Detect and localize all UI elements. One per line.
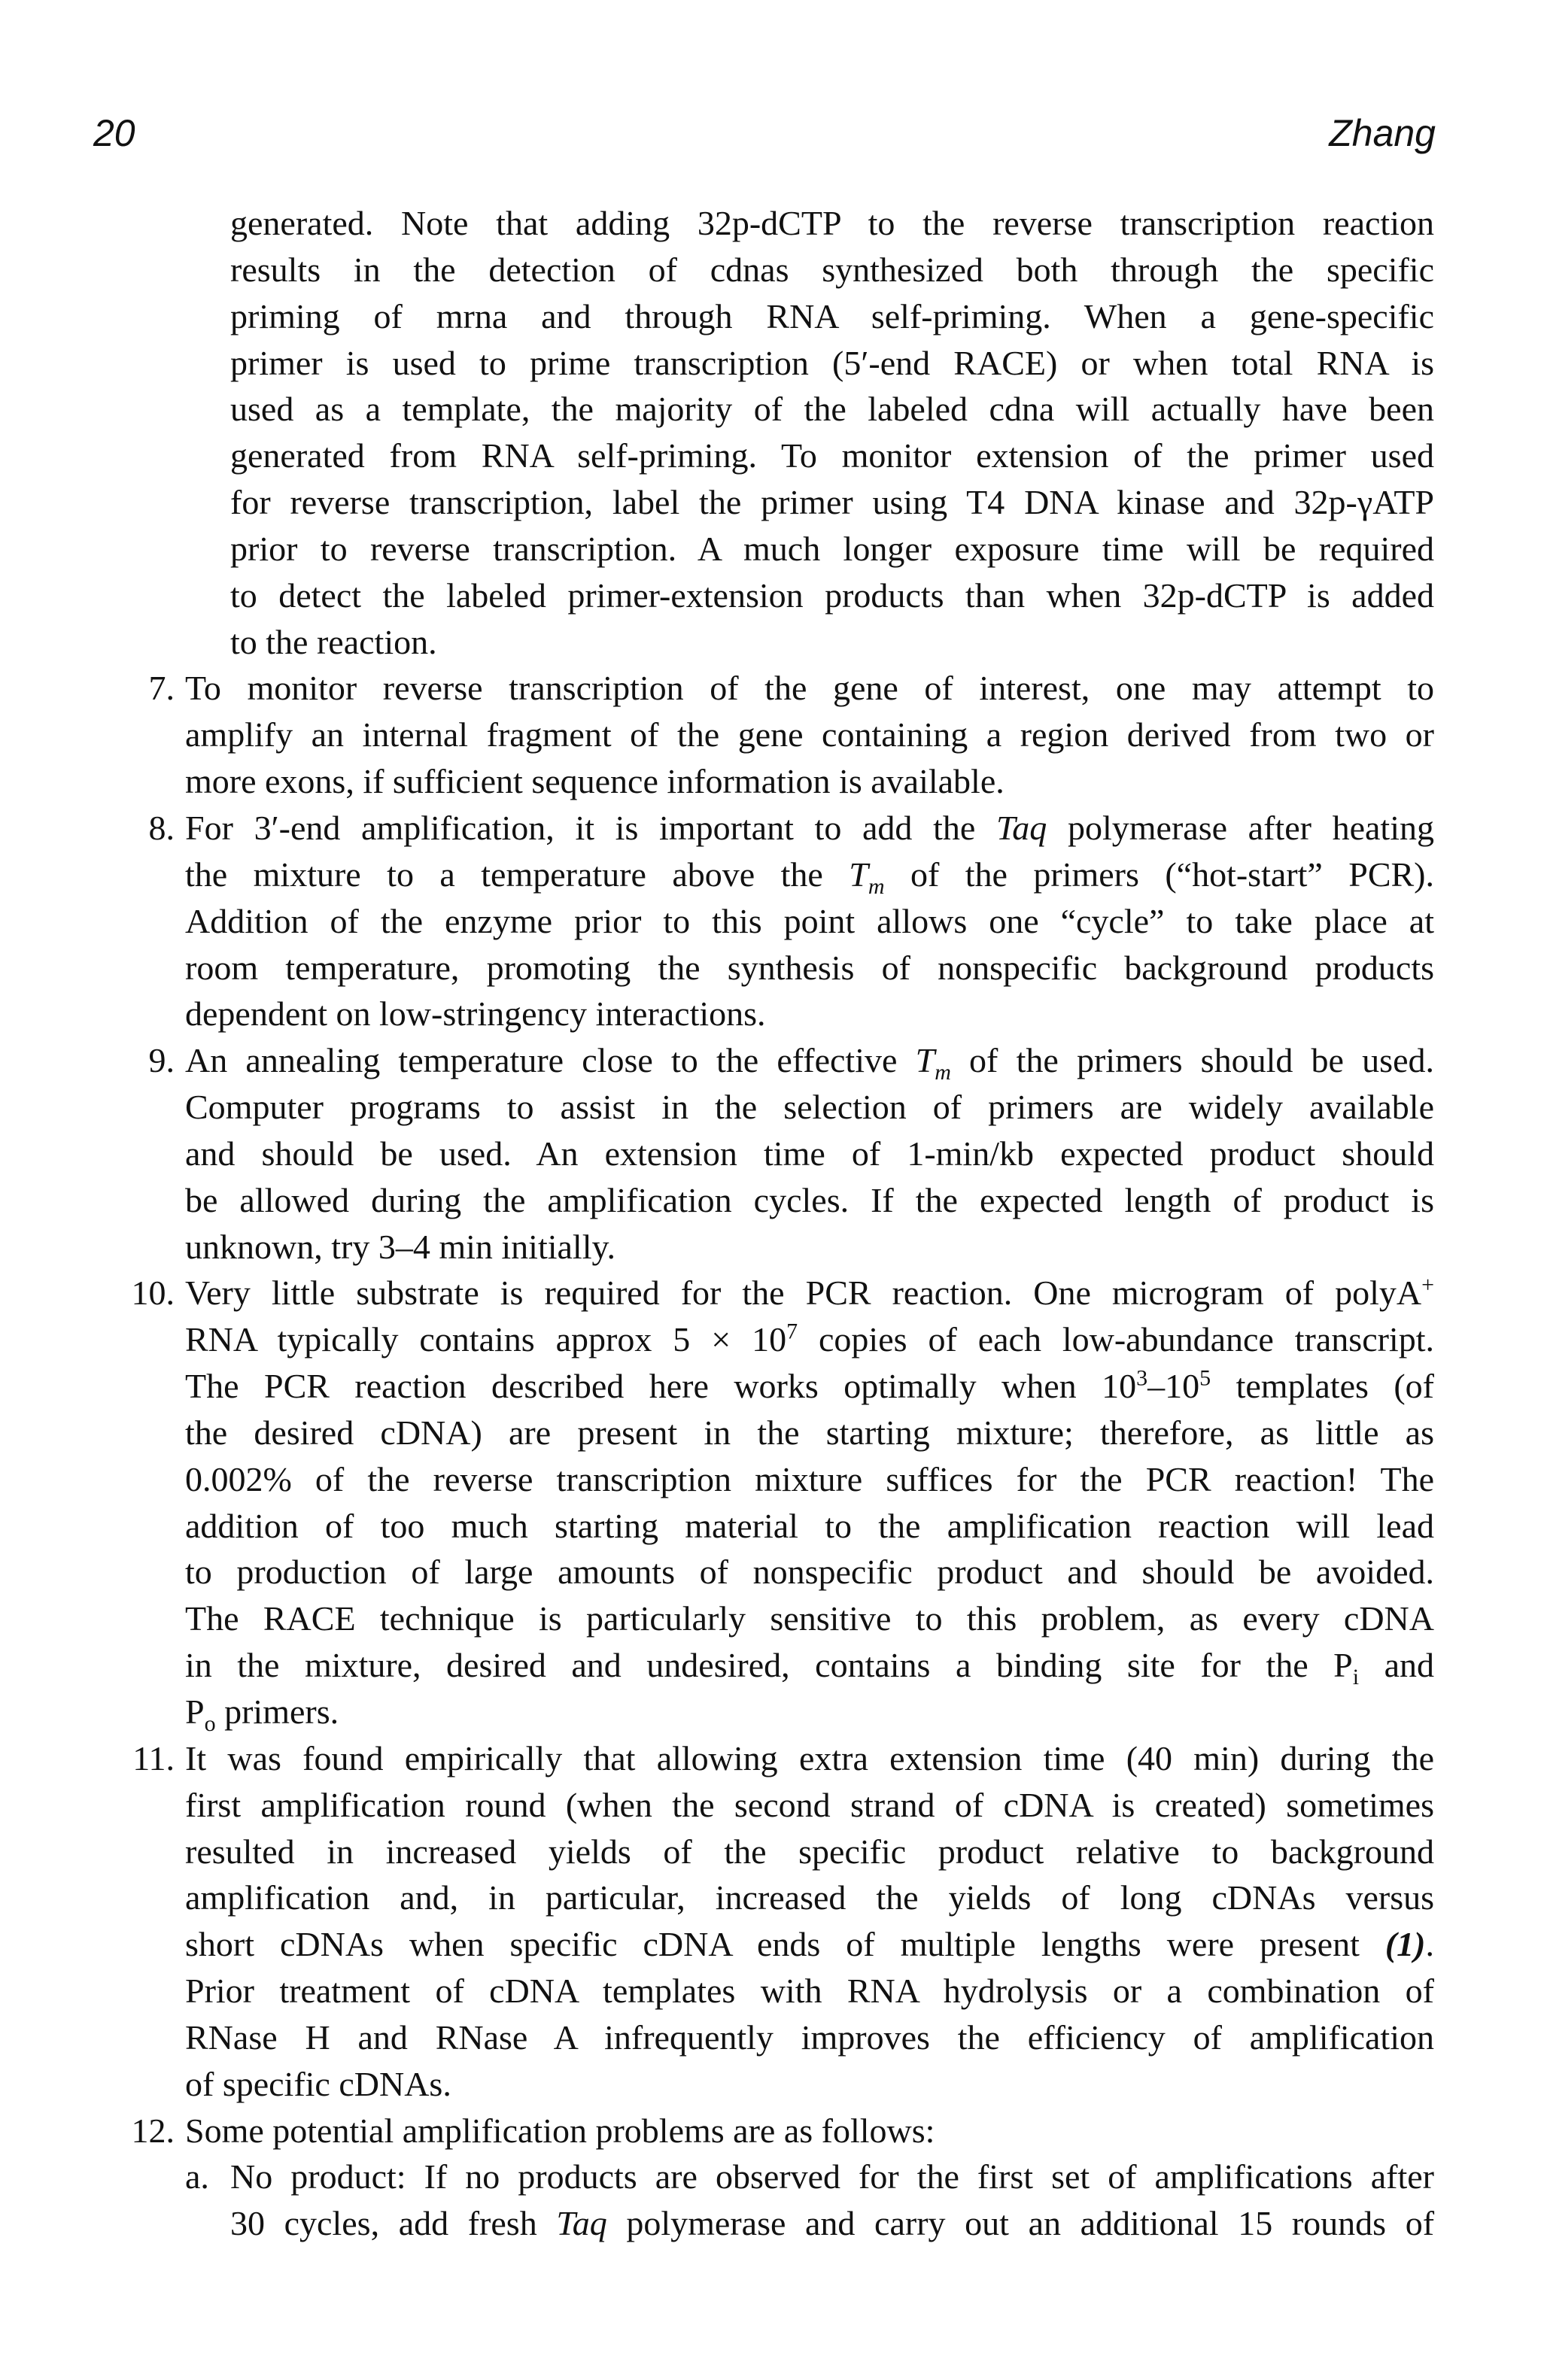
text-line: results in the detection of cdnas synthesized both through the specific <box>230 250 1434 289</box>
text-line: 30 cycles, add fresh Taq polymerase and carry out an additional 15 rounds of <box>230 2204 1435 2243</box>
text-line: amplify an internal fragment of the gene containing a region derived from two or <box>185 715 1434 754</box>
text-line: Some potential amplification problems are as follows: <box>185 2111 935 2150</box>
text-line: the mixture to a temperature above the $T_m$ of the primers (“hot-start” PCR). <box>185 855 1434 899</box>
text-line: generated. Note that adding 32p-dCTP to the reverse transcription reaction <box>230 204 1434 242</box>
text-line: more exons, if sufficient sequence information is available. <box>185 762 1005 801</box>
text-line: Prior treatment of cDNA templates with RNA hydrolysis or a combination of <box>185 1972 1434 2011</box>
note-number: 7. <box>148 669 175 708</box>
text-line: The RACE technique is particularly sensitive to this problem, as every cDNA <box>185 1599 1434 1638</box>
note-number: 11. <box>132 1738 175 1777</box>
text-line: Computer programs to assist in the selection of primers are widely available <box>185 1088 1434 1127</box>
text-line: RNA typically contains approx $5 \times 10^7$ copies of each low-abundance transcript. <box>185 1319 1434 1359</box>
text-line: amplification and, in particular, increased the yields of long cDNAs versus <box>185 1878 1434 1917</box>
text-line: To monitor reverse transcription of the gene of interest, one may attempt to <box>185 669 1434 708</box>
text-line: generated from RNA self-priming. To monitor extension of the primer used <box>230 436 1434 475</box>
text-line: to detect the labeled primer-extension products than when 32p-dCTP is added <box>230 575 1434 615</box>
text-line: first amplification round (when the second strand of cDNA is created) sometimes <box>185 1785 1434 1824</box>
text-line: of specific cDNAs. <box>185 2064 451 2103</box>
note-9 <box>148 1037 1434 1270</box>
note-number: 12. <box>131 2111 175 2150</box>
text-line: It was found empirically that allowing extra extension time (40 min) during the <box>185 1738 1434 1777</box>
text-line: Addition of the enzyme prior to this point allows one “cycle” to take place at <box>185 901 1434 940</box>
note-6-continuation <box>230 200 1434 665</box>
text-line: An annealing temperature close to the effective $T_m$ of the primers should be used. <box>185 1041 1434 1085</box>
citation-reference: (1) <box>1384 1925 1426 1964</box>
text-line: for reverse transcription, label the primer using T4 DNA kinase and 32p-γATP <box>230 483 1434 522</box>
note-7 <box>148 665 1434 805</box>
taq-italic: Taq <box>556 2204 607 2243</box>
page-number: 20 <box>93 112 135 154</box>
text-line: No product: If no products are observed for the first set of amplifications after <box>230 2157 1434 2196</box>
note-12 <box>131 2108 1434 2154</box>
text-line: resulted in increased yields of the specific product relative to background <box>185 1832 1434 1871</box>
text-line: Very little substrate is required for the PCR reaction. One microgram of polyA+ <box>185 1273 1434 1313</box>
note-8 <box>148 805 1434 1037</box>
text-line: room temperature, promoting the synthesis of nonspecific background products <box>185 948 1434 987</box>
taq-italic: Taq <box>995 808 1047 847</box>
page-header <box>93 111 1436 164</box>
text-line: unknown, try 3–4 min initially. <box>185 1227 615 1266</box>
note-number: 10. <box>131 1273 175 1313</box>
text-line: be allowed during the amplification cycles. If the expected length of product is <box>185 1180 1434 1219</box>
text-line: and should be used. An extension time of 1-min/kb expected product should <box>185 1134 1434 1173</box>
notes-body <box>0 200 1541 2247</box>
running-head: Zhang <box>1329 112 1436 154</box>
text-line: prior to reverse transcription. A much longer exposure time will be required <box>230 529 1434 568</box>
subnote-label: a. <box>185 2157 209 2196</box>
text-line: the desired cDNA) are present in the starting mixture; therefore, as little as <box>185 1413 1434 1452</box>
text-line: used as a template, the majority of the labeled cdna will actually have been <box>230 390 1434 429</box>
text-line: to production of large amounts of nonspecific product and should be avoided. <box>185 1553 1434 1592</box>
note-10 <box>131 1270 1434 1737</box>
text-line: For 3′-end amplification, it is important to add the Taq polymerase after heating <box>185 808 1434 847</box>
text-line: priming of mrna and through RNA self-priming. When a gene-specific <box>230 296 1434 335</box>
note-number: 8. <box>148 808 175 847</box>
text-line: short cDNAs when specific cDNA ends of multiple lengths were present (1). <box>185 1925 1434 1964</box>
text-line: $P_o$ primers. <box>185 1692 339 1737</box>
text-line: dependent on low-stringency interactions. <box>185 994 766 1034</box>
note-11 <box>132 1735 1434 2108</box>
text-line: The PCR reaction described here works optimally when $10^3-10^5$ templates (of <box>185 1365 1434 1406</box>
note-number: 9. <box>148 1041 175 1080</box>
text-line: 0.002% of the reverse transcription mixture suffices for the PCR reaction! The <box>185 1459 1434 1498</box>
text-line: to the reaction. <box>230 622 437 661</box>
text-line: in the mixture, desired and undesired, contains a binding site for the $P_i$ and <box>185 1646 1434 1690</box>
text-line: primer is used to prime transcription (5′-end RACE) or when total RNA is <box>230 343 1434 382</box>
text-line: addition of too much starting material to the amplification reaction will lead <box>185 1506 1434 1545</box>
subnote-a <box>185 2154 1435 2247</box>
text-line: RNase H and RNase A infrequently improves the efficiency of amplification <box>185 2017 1434 2057</box>
